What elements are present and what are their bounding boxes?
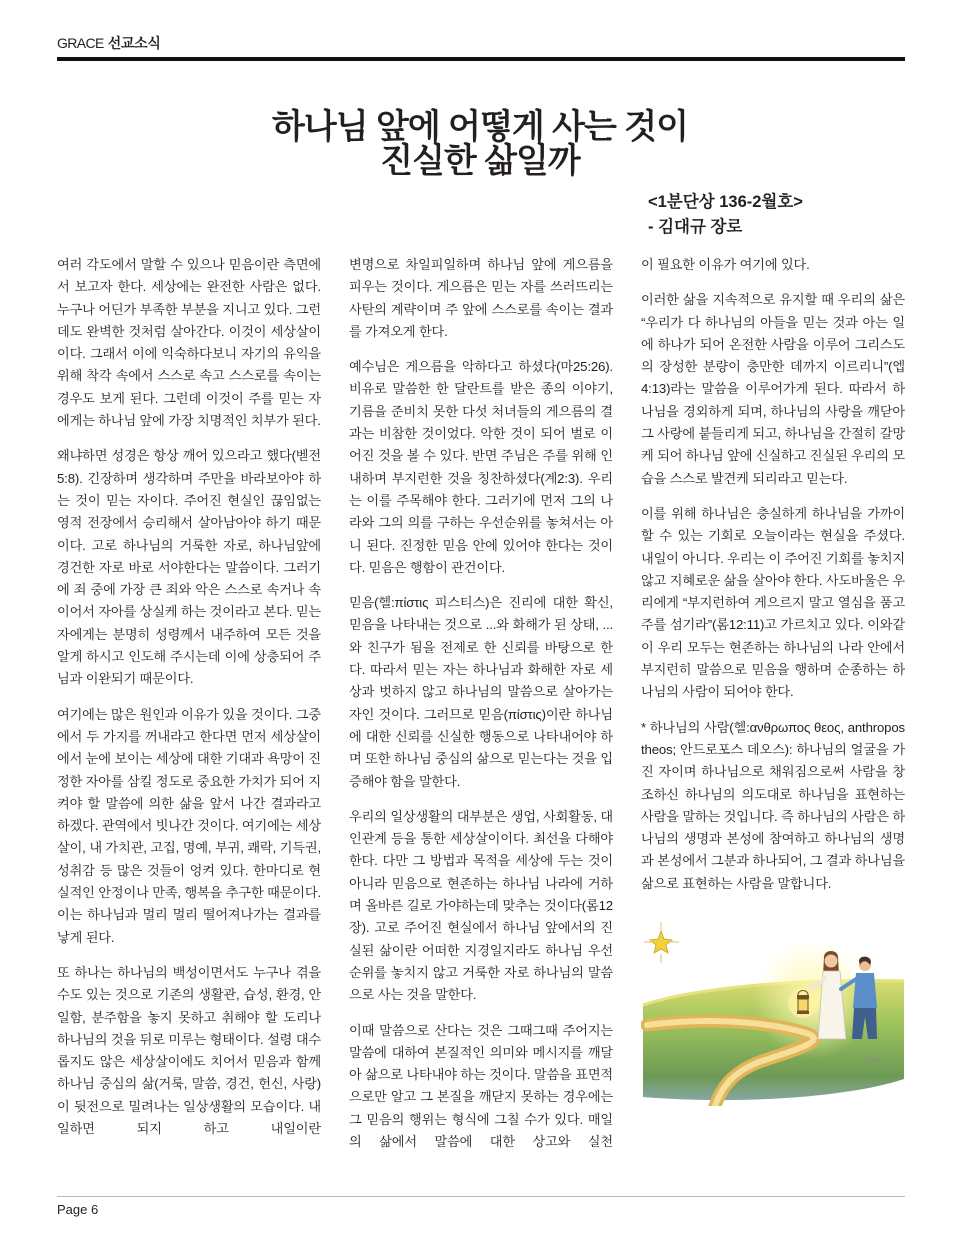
paragraph: 이 필요한 이유가 여기에 있다. <box>641 257 810 272</box>
paragraph: 변명으로 차일피일하며 하나님 앞에 게으름을 피우는 것이다. 게으름은 믿는 자를 쓰러뜨리는 사탄의 계략이며 주 앞에 스스로를 속이는 결과를 가져오게 한다. <box>349 257 613 339</box>
paragraph: 이때 말씀으로 산다는 것은 그때그때 주어지는 말씀에 대하여 본질적인 의미와 메시지를 깨달아 삶으로 나타내야 하는 것이다. 말씀을 표면적으로만 알고 그 본질을 깨닫지 못하는 경우에는 그 믿음의 행위는 형식에 그칠 수가 있다. 매일의 삶에서 말씀에 대한 상고와 실천 <box>349 1022 613 1149</box>
byline <box>648 190 803 240</box>
text-column-2 <box>349 254 613 1185</box>
masthead-section: 선교소식 <box>107 35 161 51</box>
paragraph: 예수님은 게으름을 악하다고 하셨다(마25:26). 비유로 말씀한 한 달란트를 받은 종의 이야기, 기름을 준비치 못한 다섯 처녀들의 게으름의 결과는 비참한 것이었다. 악한 것이 되어 벌로 이어진 것을 볼 수 있다. 반면 주님은 주를 위해 인내하며 부지런한 것을 칭찬하셨다(계2:3). 우리는 이를 주목해야 한다. 그러기에 먼저 그의 나라와 그의 의를 구하는 우선순위를 놓쳐서는 아니 된다. 진정한 믿음 안에 있어야 한다는 것이다. 믿음은 행함이 관건이다. <box>349 359 613 575</box>
text-column-3 <box>641 254 905 1185</box>
footnote-paragraph: * 하나님의 사람(헬:ανθρωπος θεος, anthropos theos; 안드로포스 데오스): 하나님의 얼굴을 가진 자이며 하나님으로 채워짐으로써 사람을 창조하신 하나님의 의도대로 하나님을 표현하는 사람을 말하는 것입니다. 즉 하나님의 사람은 하나님의 생명과 본성에 참여하고 하나님의 생명과 본성에서 그분과 하나되어, 그 결과 하나님을 삶으로 표현하는 사람을 말합니다. <box>641 719 905 891</box>
paragraph: 이를 위해 하나님은 충실하게 하나님을 가까이 할 수 있는 기회로 오늘이라는 현실을 주셨다. 내일이 아니다. 우리는 이 주어진 기회를 놓치지 않고 지혜로운 삶을 살아야 한다. 사도바울은 우리에게 “부지런하여 게으르지 말고 열심을 품고 주를 섬기라”(롬12:11)고 가르치고 있다. 이와같이 우리 모두는 현존하는 하나님의 나라 안에서 부지런히 말씀으로 믿음을 행하며 순종하는 하나님의 사람이 되어야 한다. <box>641 505 905 700</box>
paragraph: 우리의 일상생활의 대부분은 생업, 사회활동, 대인관계 등을 통한 세상살이이다. 최선을 다해야 한다. 다만 그 방법과 목적을 세상에 두는 것이 아니라 믿음으로 현존하는 하나님 나라에 거하며 올바른 길로 가야하는데 맞추는 것이다(롬12장). 고로 주어진 현실에서 하나님 앞에서의 진실된 삶이란 어떠한 지경일지라도 하나님 우선순위를 놓치지 않고 거룩한 자로 하나님의 말씀으로 사는 것을 말한다. <box>349 808 613 1003</box>
byline-source: <1분단상 136-2월호> <box>648 193 803 211</box>
article-title <box>0 110 960 178</box>
paragraph: 또 하나는 하나님의 백성이면서도 누구나 겪을 수도 있는 것으로 기존의 생활관, 습성, 환경, 안일함, 분주함을 놓지 못하고 취해야 할 도리나 하나님의 것을 뒤로 미루는 형태이다. 설령 대수롭지도 않은 세상살이에도 치어서 믿음과 함께 하나님 중심의 삶(거룩, 말씀, 경건, 헌신, 사랑)이 뒷전으로 밀려나는 일상생활의 모습이다. 내일하면 되지 하고 내일이란 <box>57 964 321 1136</box>
star-shape <box>644 922 679 963</box>
text-column-1 <box>57 254 321 1185</box>
paragraph: 여기에는 많은 원인과 이유가 있을 것이다. 그중에서 두 가지를 꺼내라고 한다면 먼저 세상살이에서 눈에 보이는 세상에 대한 기대과 욕망이 진정한 자아를 삼킬 정도로 중요한 가치가 되어 지켜야 할 말씀에 의한 삶을 앞서 나간 결과라고 하겠다. 관역에서 빗나간 것이다. 여기에는 세상살이, 내 가치관, 고집, 명예, 부귀, 쾌락, 기득권, 성취감 등 많은 것들이 엉켜 있다. 한마디로 현실적인 안정이나 만족, 행복을 추구한 때문이다. 이는 하나님과 멀리 멀리 떨어져나가는 결과를 낳게 된다. <box>57 706 321 945</box>
paragraph: 이러한 삶을 지속적으로 유지할 때 우리의 삶은 “우리가 다 하나님의 아들을 믿는 것과 아는 일에 하나가 되어 온전한 사람을 이루어 그리스도의 장성한 분량이 충만한 데까지 이르리니”(엡4:13)라는 말씀을 이루어가게 된다. 따라서 하나님을 경외하게 되며, 하나님의 사랑을 깨닫아 그 사랑에 붙들리게 되고, 하나님을 간절히 갈망케 되어 하나님 앞에 신실하고 진실된 우리의 모습을 스스로 발견케 되리라고 믿는다. <box>641 292 905 486</box>
paragraph: 여러 각도에서 말할 수 있으나 믿음이란 측면에서 보고자 한다. 세상에는 완전한 사람은 없다. 누구나 어딘가 부족한 부분을 지니고 있다. 그런데도 완벽한 것처럼 살아간다. 이것이 세상살이이다. 그래서 이에 익숙하다보니 자기의 유익을 위해 착각 속에서 스스로 속고 스스로를 속이는 경우도 보게 된다. 그런데 이것이 주를 믿는 자에게는 하나님 앞에 가장 치명적인 치부가 된다. <box>57 257 321 429</box>
article-title-line-2: 진실한 삶일까 <box>380 142 580 180</box>
page-number: Page 6 <box>57 1202 99 1217</box>
footer-rule <box>57 1196 905 1197</box>
paragraph: 왜냐하면 성경은 항상 깨어 있으라고 했다(벧전5:8). 긴장하며 생각하며 주만을 바라보아야 하는 것이 믿는 자이다. 주어진 현실인 끊임없는 영적 전장에서 승리해서 살아남아야 하기 때문이다. 고로 하나님의 거룩한 자로, 하나님앞에 경건한 자로 바로 서야한다는 말씀이다. 그러기에 죄 중에 가장 큰 죄와 악은 스스로 속거나 속이어서 자아를 상실케 하는 것이라고 본다. 믿는 자에게는 분명히 성령께서 내주하여 모든 것을 알게 하시고 인도해 주시는데 이에 상충되어 주님과 이완되기 때문이다. <box>57 448 321 687</box>
top-rule <box>57 57 905 61</box>
byline-author: - 김대규 장로 <box>648 218 743 236</box>
article-title-line-1: 하나님 앞에 어떻게 사는 것이 <box>272 108 688 146</box>
signature: Hee. <box>865 1055 882 1066</box>
lantern <box>788 988 818 1018</box>
illustration <box>641 921 905 1106</box>
illustration-drawing <box>641 921 905 1106</box>
masthead-brand: GRACE <box>57 35 104 51</box>
paragraph: 믿음(헬:πίστις 피스티스)은 진리에 대한 확신, 믿음을 나타내는 것으로 ...와 화해가 된 상태, ...와 친구가 됨을 전제로 한 신뢰를 바탕으로 한다. 따라서 믿는 자는 하나님과 화해한 자로 세상과 벗하지 않고 하나님의 말씀으로 살아가는 자인 것이다. 그러므로 믿음(πίστις)이란 하나님에 대한 신뢰를 신실한 행동으로 나타내어야 하며 또한 하나님 중심의 삶으로 믿는다는 것을 입증해야 함을 말한다. <box>349 595 613 789</box>
masthead <box>57 34 161 52</box>
